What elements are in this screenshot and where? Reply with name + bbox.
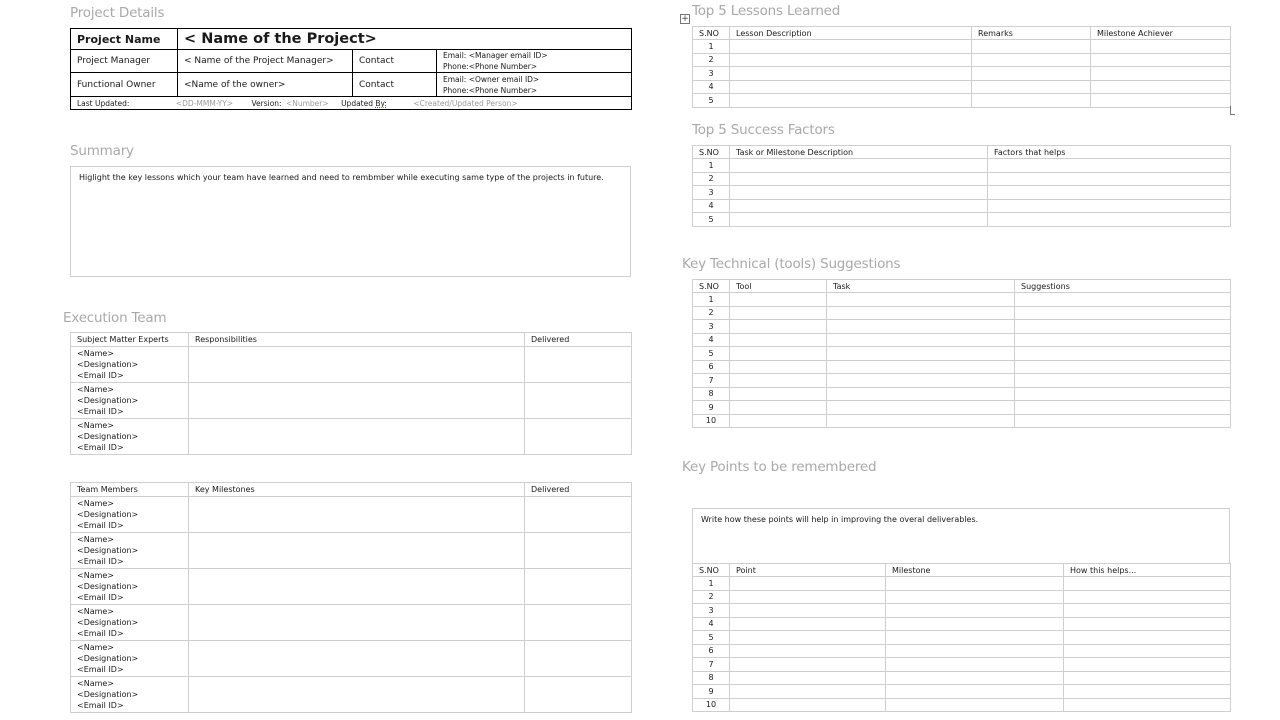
sme-header: Subject Matter Experts [71, 333, 189, 347]
suggestion-cell[interactable] [1015, 360, 1231, 374]
update-info-row [71, 97, 632, 110]
sno-cell: 8 [693, 671, 730, 685]
lesson-cell[interactable] [730, 67, 972, 81]
milestone-cell[interactable] [886, 698, 1064, 712]
task-cell[interactable] [827, 320, 1015, 334]
milestone-cell[interactable] [189, 569, 525, 605]
helps-cell[interactable] [1064, 590, 1231, 604]
lesson-cell[interactable] [730, 80, 972, 94]
point-cell[interactable] [730, 631, 886, 645]
version-value[interactable]: <Number> [285, 98, 329, 108]
point-header: Point [730, 564, 886, 577]
milestone-cell[interactable] [886, 644, 1064, 658]
task-cell[interactable] [730, 186, 988, 200]
point-cell[interactable] [730, 698, 886, 712]
helps-cell[interactable] [1064, 644, 1231, 658]
functional-owner-value[interactable]: <Name of the owner> [178, 73, 353, 97]
sno-cell: 9 [693, 685, 730, 699]
sno-cell: 5 [693, 213, 730, 227]
suggestion-cell[interactable] [1015, 374, 1231, 388]
milestone-cell[interactable] [886, 685, 1064, 699]
task-cell[interactable] [827, 347, 1015, 361]
point-cell[interactable] [730, 685, 886, 699]
tool-cell[interactable] [730, 320, 827, 334]
summary-box[interactable] [70, 166, 631, 277]
sno-cell: 4 [693, 617, 730, 631]
sno-cell: 8 [693, 387, 730, 401]
success-table [692, 145, 1231, 227]
owner-phone: Phone:<Phone Number> [443, 85, 538, 95]
delivered-cell[interactable] [525, 641, 632, 677]
task-header: Task [827, 280, 1015, 293]
key-milestones-header: Key Milestones [189, 483, 525, 497]
updated-by-label-part: Updated [341, 98, 376, 108]
sno-cell: 7 [693, 658, 730, 672]
owner-email: Email: <Owner email ID> [443, 74, 540, 84]
task-cell[interactable] [730, 199, 988, 213]
version-label: Version: [251, 98, 282, 108]
table-move-handle-icon[interactable]: + [681, 14, 689, 24]
sno-cell: 5 [693, 347, 730, 361]
milestone-cell[interactable] [189, 497, 525, 533]
project-manager-label: Project Manager [71, 50, 178, 73]
suggestion-cell[interactable] [1015, 401, 1231, 415]
sno-cell: 1 [693, 40, 730, 54]
delivered-cell[interactable] [525, 677, 632, 713]
helps-cell[interactable] [1064, 577, 1231, 591]
sno-cell: 6 [693, 644, 730, 658]
milestone-cell[interactable] [886, 671, 1064, 685]
sno-cell: 3 [693, 604, 730, 618]
helps-cell[interactable] [1064, 604, 1231, 618]
suggestion-cell[interactable] [1015, 387, 1231, 401]
helps-cell[interactable] [1064, 698, 1231, 712]
key-points-box[interactable] [692, 508, 1230, 564]
milestone-achiever-header: Milestone Achiever [1091, 27, 1231, 40]
remarks-header: Remarks [972, 27, 1091, 40]
suggestions-header: Suggestions [1015, 280, 1231, 293]
delivered-header: Delivered [525, 333, 632, 347]
manager-contact-label: Contact [353, 50, 437, 73]
milestone-cell[interactable] [189, 677, 525, 713]
delivered-cell[interactable] [525, 383, 632, 419]
project-name-label: Project Name [71, 29, 178, 50]
sno-cell: 3 [693, 320, 730, 334]
table-resize-handle-icon[interactable] [1230, 106, 1235, 115]
factors-header: Factors that helps [988, 146, 1231, 159]
delivered-cell[interactable] [525, 419, 632, 455]
team-members-header: Team Members [71, 483, 189, 497]
lessons-table [692, 26, 1231, 108]
suggestion-cell[interactable] [1015, 414, 1231, 428]
achiever-cell[interactable] [1091, 67, 1231, 81]
achiever-cell[interactable] [1091, 53, 1231, 67]
milestone-cell[interactable] [189, 605, 525, 641]
sno-cell: 7 [693, 374, 730, 388]
task-cell[interactable] [827, 306, 1015, 320]
suggestion-cell[interactable] [1015, 293, 1231, 307]
how-helps-header: How this helps... [1064, 564, 1231, 577]
sno-header: S.NO [693, 27, 730, 40]
suggestion-cell[interactable] [1015, 306, 1231, 320]
sno-header: S.NO [693, 146, 730, 159]
remarks-cell[interactable] [972, 40, 1091, 54]
task-cell[interactable] [827, 414, 1015, 428]
sno-cell: 5 [693, 94, 730, 108]
sno-cell: 10 [693, 414, 730, 428]
sno-cell: 2 [693, 590, 730, 604]
achiever-cell[interactable] [1091, 40, 1231, 54]
sno-cell: 6 [693, 360, 730, 374]
factor-cell[interactable] [988, 213, 1231, 227]
milestone-cell[interactable] [886, 604, 1064, 618]
factor-cell[interactable] [988, 159, 1231, 173]
sno-header: S.NO [693, 280, 730, 293]
manager-email: Email: <Manager email ID> [443, 51, 548, 60]
remarks-cell[interactable] [972, 67, 1091, 81]
point-cell[interactable] [730, 644, 886, 658]
milestone-cell[interactable] [886, 631, 1064, 645]
tool-cell[interactable] [730, 374, 827, 388]
delivered-cell[interactable] [525, 497, 632, 533]
point-cell[interactable] [730, 617, 886, 631]
remarks-cell[interactable] [972, 94, 1091, 108]
member-cell[interactable]: <Name> <Designation> <Email ID> [71, 569, 189, 605]
sno-cell: 1 [693, 293, 730, 307]
task-cell[interactable] [827, 293, 1015, 307]
updated-by-label [341, 99, 387, 108]
sno-header: S.NO [693, 564, 730, 577]
milestone-cell[interactable] [886, 577, 1064, 591]
project-name-value[interactable]: < Name of the Project> [178, 29, 632, 50]
sno-cell: 2 [693, 172, 730, 186]
sno-cell: 2 [693, 53, 730, 67]
sno-cell: 1 [693, 159, 730, 173]
remarks-cell[interactable] [972, 53, 1091, 67]
tool-cell[interactable] [730, 387, 827, 401]
tool-cell[interactable] [730, 414, 827, 428]
helps-cell[interactable] [1064, 658, 1231, 672]
project-manager-value[interactable]: < Name of the Project Manager> [178, 50, 353, 73]
responsibility-cell[interactable] [189, 419, 525, 455]
lessons-heading: Top 5 Lessons Learned [692, 3, 841, 19]
summary-text: Higlight the key lessons which your team have learned and need to rembmber while executing same type of the projects in future. [79, 173, 604, 182]
updated-by-value[interactable]: <Created/Updated Person> [413, 98, 518, 108]
tool-header: Tool [730, 280, 827, 293]
sno-cell: 1 [693, 577, 730, 591]
task-cell[interactable] [827, 374, 1015, 388]
sme-cell[interactable]: <Name> <Designation> <Email ID> [71, 383, 189, 419]
owner-contact-label: Contact [353, 73, 437, 97]
suggestion-cell[interactable] [1015, 347, 1231, 361]
suggestion-cell[interactable] [1015, 333, 1231, 347]
key-points-table [692, 563, 1231, 712]
lesson-cell[interactable] [730, 40, 972, 54]
sno-cell: 3 [693, 67, 730, 81]
delivered-header: Delivered [525, 483, 632, 497]
lesson-description-header: Lesson Description [730, 27, 972, 40]
lesson-cell[interactable] [730, 94, 972, 108]
manager-phone: Phone:<Phone Number> [443, 62, 538, 71]
tool-cell[interactable] [730, 306, 827, 320]
point-cell[interactable] [730, 671, 886, 685]
factor-cell[interactable] [988, 199, 1231, 213]
member-cell[interactable]: <Name> <Designation> <Email ID> [71, 497, 189, 533]
delivered-cell[interactable] [525, 569, 632, 605]
project-details-table [70, 28, 632, 110]
milestone-cell[interactable] [886, 658, 1064, 672]
point-cell[interactable] [730, 604, 886, 618]
summary-heading: Summary [70, 143, 134, 159]
helps-cell[interactable] [1064, 631, 1231, 645]
responsibility-cell[interactable] [189, 383, 525, 419]
delivered-cell[interactable] [525, 347, 632, 383]
sno-cell: 3 [693, 186, 730, 200]
sno-cell: 4 [693, 80, 730, 94]
task-cell[interactable] [827, 387, 1015, 401]
factor-cell[interactable] [988, 172, 1231, 186]
factor-cell[interactable] [988, 186, 1231, 200]
achiever-cell[interactable] [1091, 94, 1231, 108]
achiever-cell[interactable] [1091, 80, 1231, 94]
updated-by-label-underlined: By: [375, 98, 387, 108]
helps-cell[interactable] [1064, 671, 1231, 685]
sme-cell[interactable]: <Name> <Designation> <Email ID> [71, 419, 189, 455]
milestone-cell[interactable] [189, 533, 525, 569]
helps-cell[interactable] [1064, 685, 1231, 699]
task-cell[interactable] [730, 172, 988, 186]
sno-cell: 2 [693, 306, 730, 320]
tool-cell[interactable] [730, 293, 827, 307]
task-cell[interactable] [827, 333, 1015, 347]
tool-cell[interactable] [730, 333, 827, 347]
execution-team-heading: Execution Team [63, 310, 167, 326]
sno-cell: 4 [693, 333, 730, 347]
member-cell[interactable]: <Name> <Designation> <Email ID> [71, 605, 189, 641]
member-cell[interactable]: <Name> <Designation> <Email ID> [71, 641, 189, 677]
point-cell[interactable] [730, 658, 886, 672]
milestone-cell[interactable] [886, 590, 1064, 604]
last-updated-value[interactable]: <DD-MMM-YY> [175, 98, 234, 108]
member-cell[interactable]: <Name> <Designation> <Email ID> [71, 677, 189, 713]
project-details-heading: Project Details [70, 5, 165, 21]
manager-contact-value[interactable] [437, 50, 632, 73]
owner-contact-value[interactable] [437, 73, 632, 97]
technical-table [692, 279, 1231, 428]
responsibilities-header: Responsibilities [189, 333, 525, 347]
sno-cell: 10 [693, 698, 730, 712]
helps-cell[interactable] [1064, 617, 1231, 631]
tool-cell[interactable] [730, 360, 827, 374]
milestone-cell[interactable] [189, 641, 525, 677]
milestone-header: Milestone [886, 564, 1064, 577]
responsibility-cell[interactable] [189, 347, 525, 383]
key-points-text: Write how these points will help in improving the overal deliverables. [701, 515, 979, 524]
key-points-heading: Key Points to be remembered [682, 459, 877, 475]
point-cell[interactable] [730, 590, 886, 604]
technical-heading: Key Technical (tools) Suggestions [682, 256, 901, 272]
tool-cell[interactable] [730, 401, 827, 415]
task-cell[interactable] [730, 213, 988, 227]
sno-cell: 9 [693, 401, 730, 415]
member-cell[interactable]: <Name> <Designation> <Email ID> [71, 533, 189, 569]
lesson-cell[interactable] [730, 53, 972, 67]
success-heading: Top 5 Success Factors [692, 122, 835, 138]
delivered-cell[interactable] [525, 533, 632, 569]
sme-table [70, 332, 632, 455]
functional-owner-label: Functional Owner [71, 73, 178, 97]
last-updated-label: Last Updated: [77, 98, 130, 108]
point-cell[interactable] [730, 577, 886, 591]
sme-cell[interactable]: <Name> <Designation> <Email ID> [71, 347, 189, 383]
tool-cell[interactable] [730, 347, 827, 361]
suggestion-cell[interactable] [1015, 320, 1231, 334]
task-cell[interactable] [827, 360, 1015, 374]
remarks-cell[interactable] [972, 80, 1091, 94]
delivered-cell[interactable] [525, 605, 632, 641]
team-members-table [70, 482, 632, 713]
task-cell[interactable] [827, 401, 1015, 415]
sno-cell: 4 [693, 199, 730, 213]
milestone-cell[interactable] [886, 617, 1064, 631]
sno-cell: 5 [693, 631, 730, 645]
task-cell[interactable] [730, 159, 988, 173]
task-description-header: Task or Milestone Description [730, 146, 988, 159]
